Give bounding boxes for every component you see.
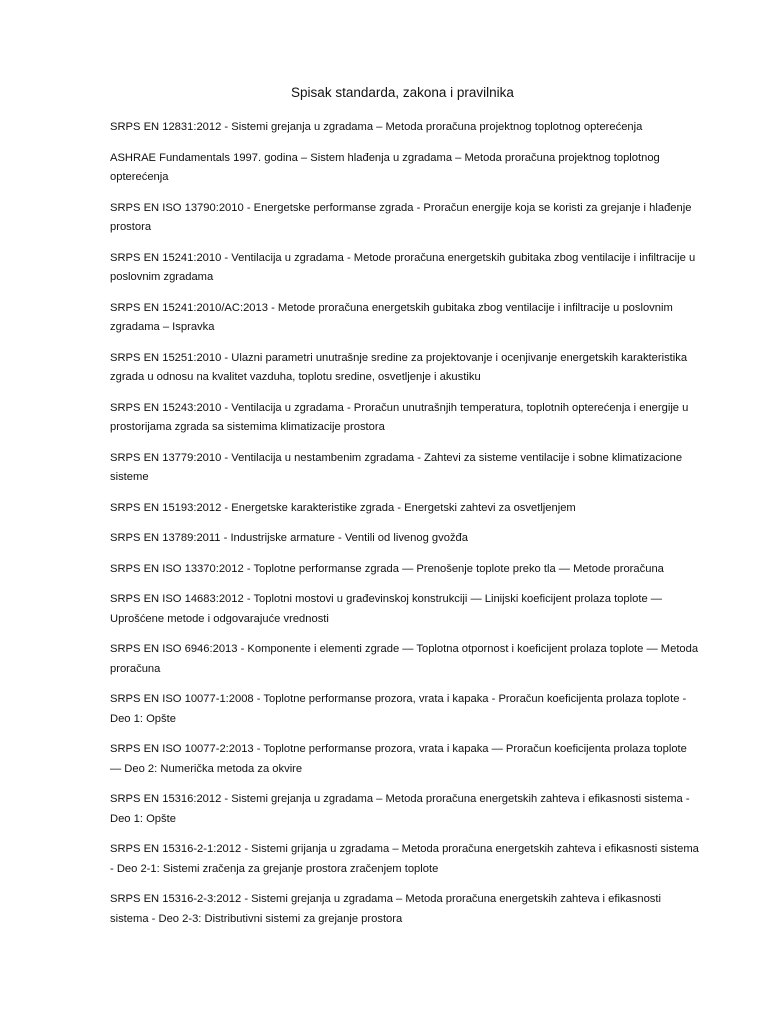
list-item: SRPS EN 15316:2012 - Sistemi grejanja u zgradama – Metoda proračuna energetskih zahteva i efikasnosti sistema - Deo 1: Opšte xyxy=(110,793,690,825)
list-item: SRPS EN 13779:2010 - Ventilacija u nestambenim zgradama - Zahtevi za sisteme ventilacije i sobne klimatizacione sisteme xyxy=(110,451,683,483)
list-item: SRPS EN 15316-2-3:2012 - Sistemi grejanja u zgradama – Metoda proračuna energetskih zahteva i efikasnosti sistema - Deo 2-3: Distributivni sistemi za grejanje prostora xyxy=(110,893,661,925)
list-item: SRPS EN 15241:2010/AC:2013 - Metode proračuna energetskih gubitaka zbog ventilacije i infiltracije u poslovnim zgradama – Ispravka xyxy=(110,301,673,333)
list-item: SRPS EN 12831:2012 - Sistemi grejanja u zgradama – Metoda proračuna projektnog toplotnog opterećenja xyxy=(110,121,643,133)
list-item: SRPS EN ISO 10077-1:2008 - Toplotne performanse prozora, vrata i kapaka - Proračun koeficijenta prolaza toplote - Deo 1: Opšte xyxy=(110,693,687,725)
document-title: Spisak standarda, zakona i pravilnika xyxy=(291,85,514,100)
list-item: ASHRAE Fundamentals 1997. godina – Sistem hlađenja u zgradama – Metoda proračuna projektnog toplotnog opterećenja xyxy=(110,151,660,183)
list-item: SRPS EN 15193:2012 - Energetske karakteristike zgrada - Energetski zahtevi za osvetljenjem xyxy=(110,501,576,514)
list-item: SRPS EN 15316-2-1:2012 - Sistemi grijanja u zgradama – Metoda proračuna energetskih zahteva i efikasnosti sistema - Deo 2-1: Sistemi zračenja za grejanje prostora zračenjem toplote xyxy=(110,843,699,875)
list-item: SRPS EN ISO 13370:2012 - Toplotne performanse zgrada — Prenošenje toplote preko tla — Metode proračuna xyxy=(110,562,664,575)
list-item: SRPS EN ISO 10077-2:2013 - Toplotne performanse prozora, vrata i kapaka — Proračun koeficijenta prolaza toplote — Deo 2: Numerička metoda za okvire xyxy=(110,743,687,775)
list-item: SRPS EN 15251:2010 - Ulazni parametri unutrašnje sredine za projektovanje i ocenjivanje energetskih karakteristika zgrada u odnosu na kvalitet vazduha, toplotu sredine, osvetljenje i akustiku xyxy=(110,351,688,383)
list-item: SRPS EN 15243:2010 - Ventilacija u zgradama - Proračun unutrašnjih temperatura, toplotnih opterećenja i energije u prostorijama zgrada sa sistemima klimatizacije prostora xyxy=(110,401,689,433)
list-item: SRPS EN ISO 6946:2013 - Komponente i elementi zgrade — Toplotna otpornost i koeficijent prolaza toplote — Metoda proračuna xyxy=(110,643,699,675)
list-item: SRPS EN ISO 13790:2010 - Energetske performanse zgrada - Proračun energije koja se koristi za grejanje i hlađenje prostora xyxy=(110,201,692,233)
list-item: SRPS EN 15241:2010 - Ventilacija u zgradama - Metode proračuna energetskih gubitaka zbog ventilacije i infiltracije u poslovnim zgradama xyxy=(110,251,696,283)
standards-list xyxy=(110,118,700,940)
list-item: SRPS EN ISO 14683:2012 - Toplotni mostovi u građevinskoj konstrukciji — Linijski koeficijent prolaza toplote — Uprošćene metode i odgovarajuće vrednosti xyxy=(110,593,662,625)
list-item: SRPS EN 13789:2011 - Industrijske armature - Ventili od livenog gvožđa xyxy=(110,532,468,544)
